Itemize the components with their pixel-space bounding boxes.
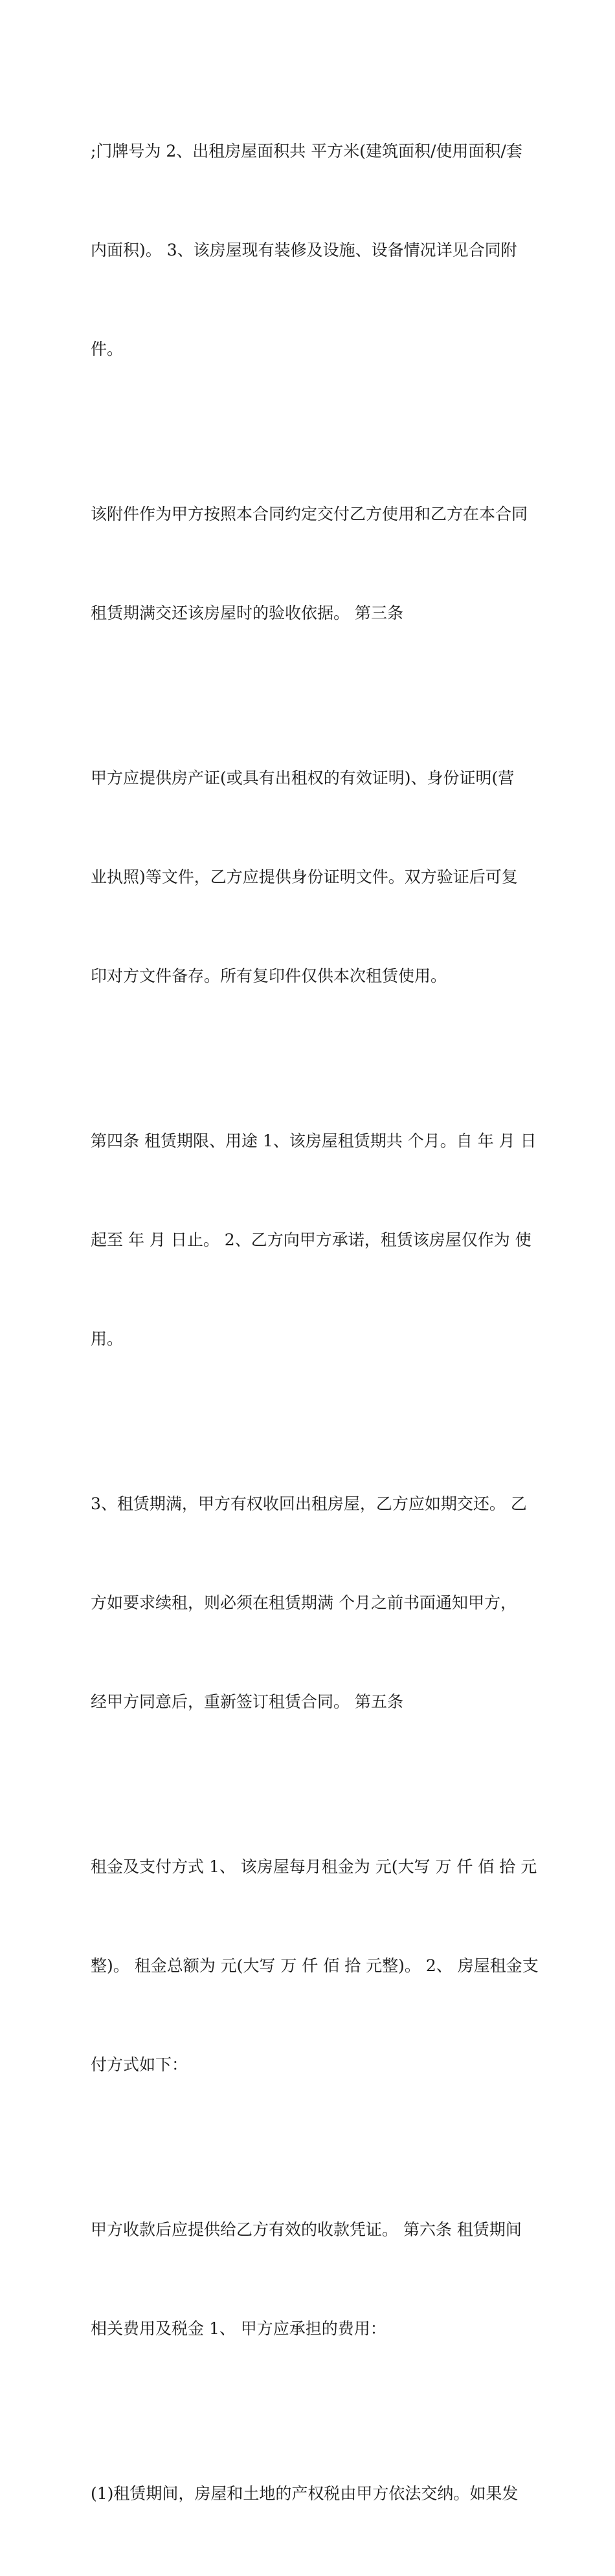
paragraph-2	[91, 431, 531, 695]
text-line: 印对方文件备存。所有复印件仅供本次租赁使用。	[91, 966, 447, 985]
text-line: 付方式如下：	[91, 2055, 188, 2074]
paragraph-3	[91, 695, 531, 1058]
text-line: 件。	[91, 340, 124, 358]
text-line: 方如要求续租，则必须在租赁期满 个月之前书面通知甲方，	[91, 1593, 517, 1612]
text-line: 该附件作为甲方按照本合同约定交付乙方使用和乙方在本合同	[91, 505, 528, 523]
text-line: 用。	[91, 1329, 124, 1348]
text-line: (1)租赁期间，房屋和土地的产权税由甲方依法交纳。如果发	[91, 2484, 519, 2503]
text-line: 租赁期满交还该房屋时的验收依据。 第三条	[91, 604, 403, 622]
paragraph-4	[91, 1058, 537, 1421]
text-line: 租金及支付方式 1、 该房屋每月租金为 元(大写 万 仟 佰 拾 元	[91, 1857, 537, 1876]
paragraph-1	[91, 69, 531, 431]
text-line: 甲方应提供房产证(或具有出租权的有效证明)、身份证明(营	[91, 769, 515, 787]
text-line: 第四条 租赁期限、用途 1、该房屋租赁期共 个月。自 年 月 日	[91, 1131, 537, 1150]
text-line: 3、租赁期满，甲方有权收回出租房屋，乙方应如期交还。 乙	[91, 1494, 527, 1513]
text-line: ;门牌号为 2、出租房屋面积共 平方米(建筑面积/使用面积/套	[91, 142, 522, 160]
text-line: 甲方收款后应提供给乙方有效的收款凭证。 第六条 租赁期间	[91, 2220, 522, 2239]
document-body	[91, 69, 539, 2576]
text-line: 起至 年 月 日止。 2、乙方向甲方承诺，租赁该房屋仅作为 使	[91, 1230, 531, 1249]
paragraph-5	[91, 1421, 531, 1784]
text-line: 相关费用及税金 1、 甲方应承担的费用：	[91, 2319, 386, 2338]
text-line: 内面积)。 3、该房屋现有装修及设施、设备情况详见合同附	[91, 241, 517, 259]
paragraph-7	[91, 2147, 531, 2411]
paragraph-8	[91, 2411, 531, 2576]
text-line: 整)。 租金总额为 元(大写 万 仟 佰 拾 元整)。 2、 房屋租金支	[91, 1956, 539, 1975]
text-line: 业执照)等文件，乙方应提供身份证明文件。双方验证后可复	[91, 868, 518, 886]
paragraph-6	[91, 1784, 539, 2147]
text-line: 经甲方同意后，重新签订租赁合同。 第五条	[91, 1692, 403, 1711]
